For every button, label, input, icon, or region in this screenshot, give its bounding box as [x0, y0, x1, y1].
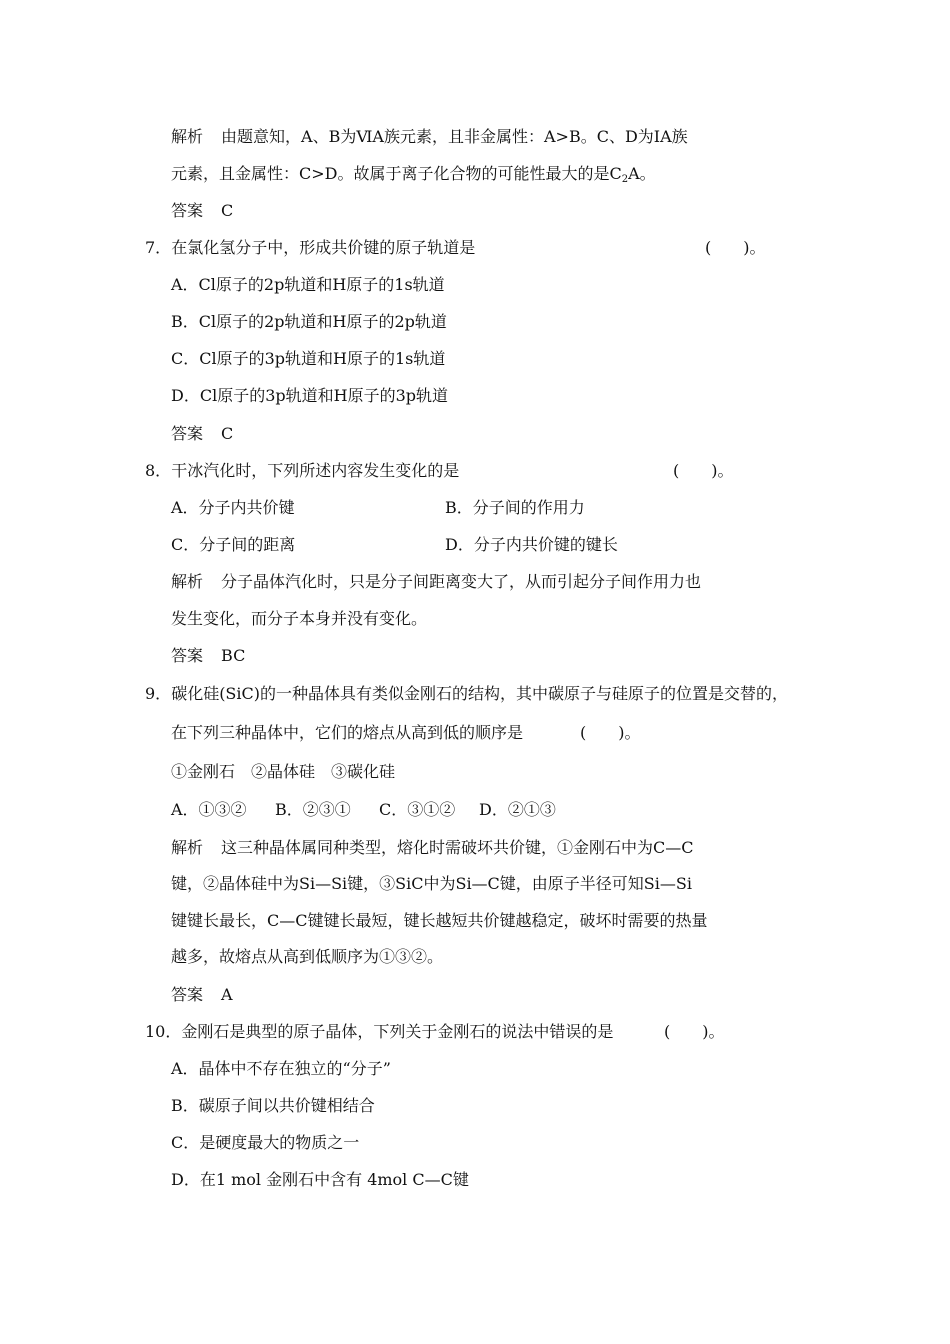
q9-analysis-line-2: 键，②晶体硅中为Si—Si键，③SiC中为Si—C键，由原子半径可知Si—Si	[171, 874, 692, 893]
q6-answer: 答案 C	[171, 201, 234, 220]
q9-items: ①金刚石 ②晶体硅 ③碳化硅	[171, 762, 396, 781]
q8-option-a: A．分子内共价键	[171, 498, 295, 517]
analysis-label: 解析	[171, 838, 204, 857]
q7-option-a: A．Cl原子的2p轨道和H原子的1s轨道	[171, 275, 445, 294]
answer-label: 答案	[171, 201, 204, 220]
q7-answer-paren: ( )。	[705, 238, 766, 257]
question-number: 9．	[145, 684, 172, 703]
q9-answer: 答案 A	[171, 985, 233, 1004]
q9-stem-line-2: 在下列三种晶体中，它们的熔点从高到低的顺序是	[171, 723, 524, 742]
q8-option-b: B．分子间的作用力	[445, 498, 585, 517]
q8-option-c: C．分子间的距离	[171, 535, 296, 554]
q10-option-c: C．是硬度最大的物质之一	[171, 1133, 360, 1152]
q9-analysis-line-3: 键键长最长，C—C键键长最短，键长越短共价键越稳定，破坏时需要的热量	[171, 911, 708, 930]
answer-label: 答案	[171, 985, 204, 1004]
q9-option-a: A．①③②	[171, 800, 247, 819]
q7-option-c: C．Cl原子的3p轨道和H原子的1s轨道	[171, 349, 446, 368]
q9-analysis-line-1: 解析 这三种晶体属同种类型，熔化时需破坏共价键，①金刚石中为C—C	[171, 838, 694, 857]
q9-option-b: B．②③①	[275, 800, 351, 819]
q7-answer: 答案 C	[171, 424, 234, 443]
q7-option-b: B．Cl原子的2p轨道和H原子的2p轨道	[171, 312, 447, 331]
q9-analysis-line-4: 越多，故熔点从高到低顺序为①③②。	[171, 947, 444, 966]
q9-option-d: D．②①③	[479, 800, 556, 819]
q6-analysis-line-1: 解析 由题意知，A、B为ⅥA族元素，且非金属性：A>B。C、D为ⅠA族	[171, 127, 688, 146]
q9-stem-line-1: 9．碳化硅(SiC)的一种晶体具有类似金刚石的结构，其中碳原子与硅原子的位置是交替的，	[145, 684, 788, 703]
q8-option-d: D．分子内共价键的键长	[445, 535, 618, 554]
analysis-label: 解析	[171, 572, 204, 591]
q8-answer-paren: ( )。	[673, 461, 734, 480]
q10-answer-paren: ( )。	[664, 1022, 725, 1041]
q10-option-a: A．晶体中不存在独立的“分子”	[171, 1059, 391, 1078]
q8-stem: 8．干冰汽化时，下列所述内容发生变化的是	[145, 461, 460, 480]
q7-option-d: D．Cl原子的3p轨道和H原子的3p轨道	[171, 386, 448, 405]
q10-option-b: B．碳原子间以共价键相结合	[171, 1096, 375, 1115]
q9-option-c: C．③①②	[379, 800, 456, 819]
question-number: 10．	[145, 1022, 182, 1041]
q8-answer: 答案 BC	[171, 646, 246, 665]
q9-answer-paren: ( )。	[580, 723, 641, 742]
q8-analysis-line-2: 发生变化，而分子本身并没有变化。	[171, 609, 428, 628]
q6-analysis-line-2: 元素，且金属性：C>D。故属于离子化合物的可能性最大的是$C_2A$。	[171, 164, 656, 185]
answer-label: 答案	[171, 424, 204, 443]
analysis-label: 解析	[171, 127, 204, 146]
q10-stem: 10．金刚石是典型的原子晶体，下列关于金刚石的说法中错误的是	[145, 1022, 614, 1041]
q8-analysis-line-1: 解析 分子晶体汽化时，只是分子间距离变大了，从而引起分子间作用力也	[171, 572, 702, 591]
question-number: 7．	[145, 238, 172, 257]
question-number: 8．	[145, 461, 172, 480]
q10-option-d: D．在1 mol 金刚石中含有 4mol C—C键	[171, 1170, 469, 1189]
q7-stem: 7．在氯化氢分子中，形成共价键的原子轨道是	[145, 238, 476, 257]
answer-label: 答案	[171, 646, 204, 665]
